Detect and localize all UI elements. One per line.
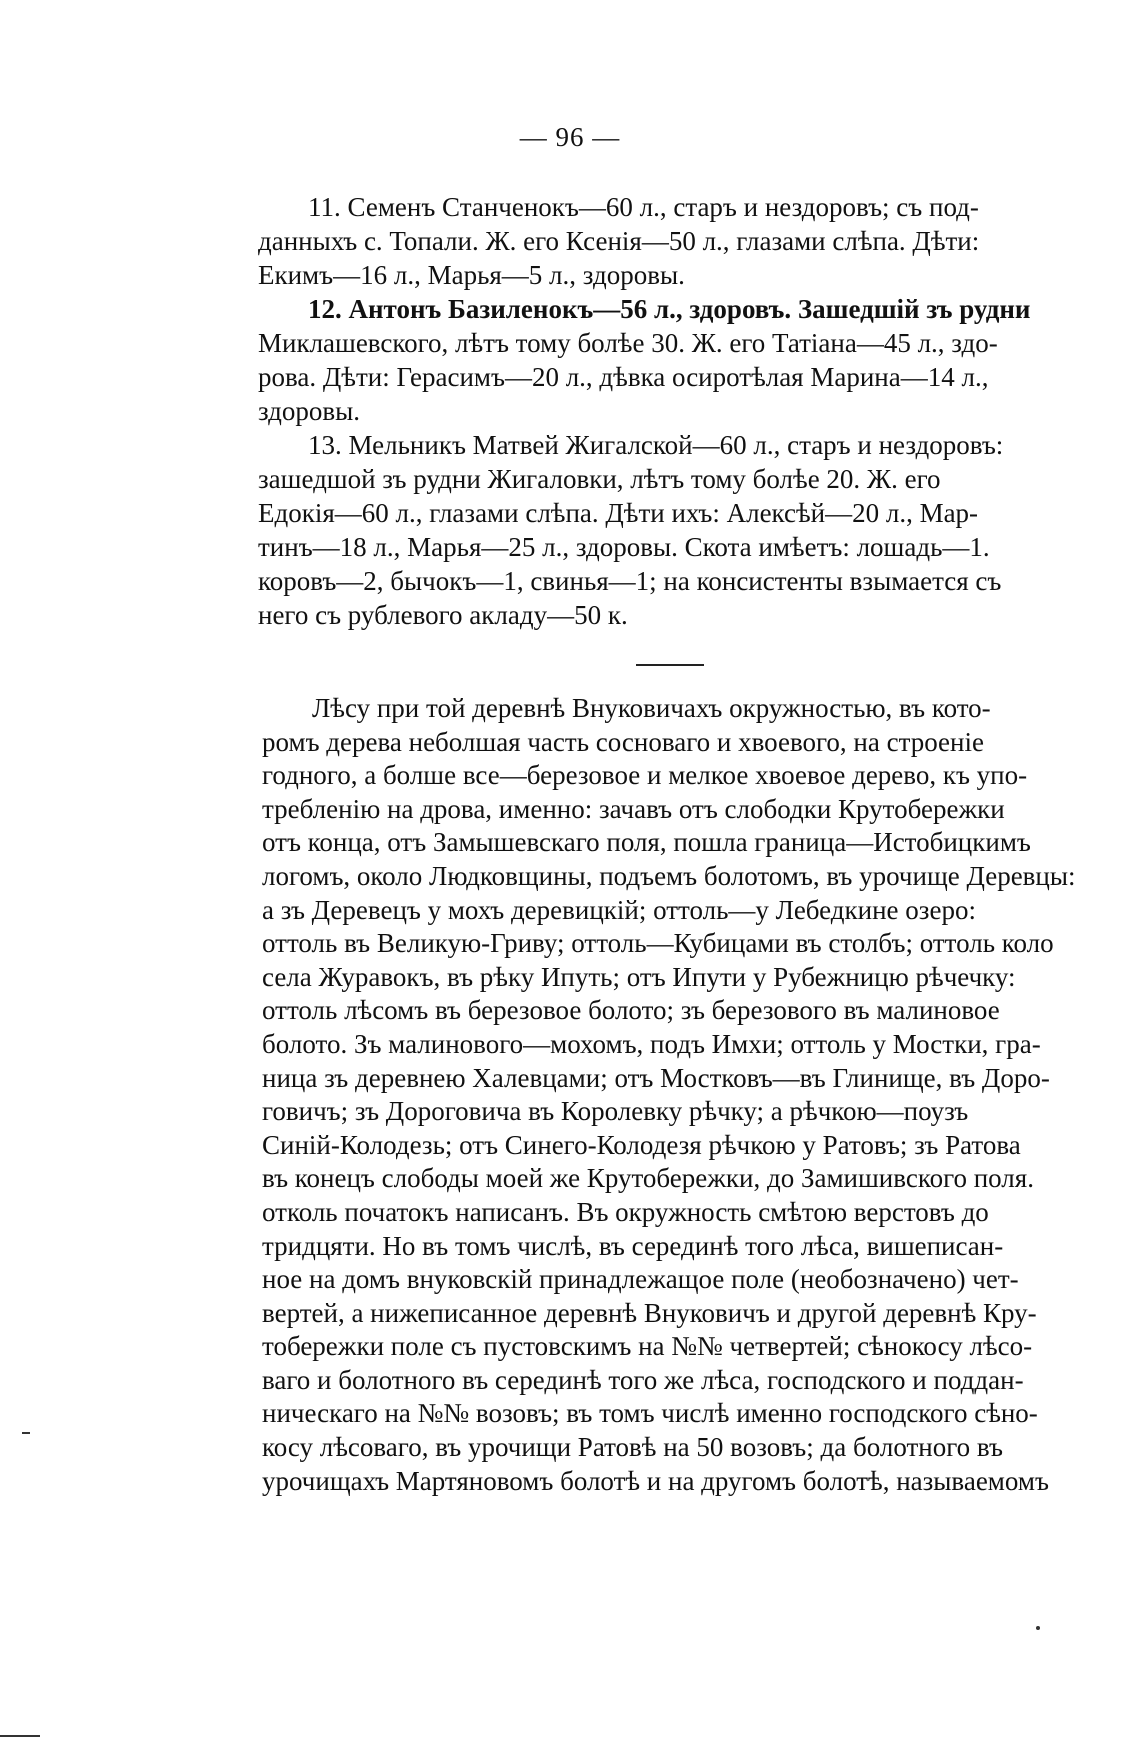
forest-line: Лѣсу при той деревнѣ Внуковичахъ окружностью, въ кото-	[312, 693, 991, 723]
forest-line: отъ конца, отъ Замышевскаго поля, пошла граница—Истобицкимъ	[262, 827, 1031, 858]
forest-line: оттоль лѣсомъ въ березовое болото; зъ березового въ малиновое	[262, 995, 1000, 1026]
forest-line: отколь початокъ написанъ. Въ окружность смѣтою верстовъ до	[262, 1196, 989, 1227]
entry-line: коровъ—2, бычокъ—1, свинья—1; на консистенты взымается съ	[258, 566, 1002, 596]
entry-line: 11. Семенъ Станченокъ—60 л., старъ и нездоровъ; съ под-	[308, 192, 979, 222]
entry-line: Миклашевского, лѣтъ тому болѣе 30. Ж. его Татіана—45 л., здо-	[258, 328, 998, 358]
forest-line: ное на домъ внуковскій принадлежащое поле (необозначено) чет-	[262, 1264, 1019, 1295]
forest-line: села Журавокъ, въ рѣку Ипуть; отъ Ипути у Рубежницю рѣчечку:	[262, 961, 1016, 992]
entry-line: данныхъ с. Топали. Ж. его Ксенія—50 л., глазами слѣпа. Дѣти:	[258, 226, 980, 256]
forest-line: говичъ; зъ Дороговича въ Королевку рѣчку; а рѣчкою—поузъ	[262, 1096, 969, 1127]
scan-dot-mark	[1036, 1626, 1040, 1630]
entry-line: здоровы.	[258, 396, 361, 426]
entry-line: Едокія—60 л., глазами слѣпа. Дѣти ихъ: Алексѣй—20 л., Мар-	[258, 498, 979, 528]
forest-line: годного, а болше все—березовое и мелкое хвоевое дерево, къ упо-	[262, 760, 1028, 791]
forest-line: тобережки поле съ пустовскимъ на №№ четвертей; сѣнокосу лѣсо-	[262, 1331, 1033, 1362]
section-divider	[636, 664, 704, 666]
entry-line: рова. Дѣти: Герасимъ—20 л., дѣвка осиротѣлая Марина—14 л.,	[258, 362, 989, 392]
forest-line: тридцяти. Но въ томъ числѣ, въ серединѣ того лѣса, вишеписан-	[262, 1230, 1004, 1261]
forest-line: логомъ, около Людковщины, подъемъ болотомъ, въ урочище Деревцы:	[262, 860, 1076, 891]
page-number: — 96 —	[519, 122, 621, 152]
entry-line: зашедшой зъ рудни Жигаловки, лѣтъ тому болѣе 20. Ж. его	[258, 464, 941, 494]
forest-line: въ конецъ слободы моей же Крутобережки, до Замишивского поля.	[262, 1163, 1034, 1194]
forest-line: ническаго на №№ возовъ; въ томъ числѣ именно господского сѣно-	[262, 1398, 1038, 1429]
entry-line: него съ рублевого акладу—50 к.	[258, 600, 628, 630]
forest-line: оттоль въ Великую-Гриву; оттоль—Кубицами въ столбъ; оттоль коло	[262, 928, 1054, 959]
bottom-edge-mark	[0, 1735, 40, 1737]
margin-mark	[22, 1432, 30, 1434]
forest-line: косу лѣсоваго, въ урочищи Ратовѣ на 50 возовъ; да болотного въ	[262, 1432, 1003, 1463]
forest-line: вертей, а нижеписанное деревнѣ Внуковичъ и другой деревнѣ Кру-	[262, 1297, 1037, 1328]
forest-line: ница зъ деревнею Халевцами; отъ Мостковъ—въ Глинище, въ Доро-	[262, 1062, 1050, 1093]
forest-description	[262, 692, 1076, 1498]
forest-line: болото. Зъ малинового—мохомъ, подъ Имхи; оттоль у Мостки, гра-	[262, 1028, 1041, 1059]
forest-line: урочищахъ Мартяновомъ болотѣ и на другомъ болотѣ, называемомъ	[262, 1465, 1049, 1496]
entry-line: 13. Мельникъ Матвей Жигалской—60 л., старъ и нездоровъ:	[308, 430, 1004, 460]
forest-line: а зъ Деревецъ у мохъ деревицкій; оттоль—у Лебедкине озеро:	[262, 894, 976, 925]
entry-line: 12. Антонъ Базиленокъ—56 л., здоровъ. Зашедшій зъ рудни	[308, 294, 1031, 324]
entry-line: Екимъ—16 л., Марья—5 л., здоровы.	[258, 260, 685, 290]
entry-line: тинъ—18 л., Марья—25 л., здоровы. Скота имѣетъ: лошадь—1.	[258, 532, 990, 562]
forest-line: Синій-Колодезь; отъ Синего-Колодезя рѣчкою у Ратовъ; зъ Ратова	[262, 1129, 1021, 1160]
forest-line: требленію на дрова, именно: зачавъ отъ слободки Крутобережки	[262, 793, 1005, 824]
forest-line: ромъ дерева неболшая часть сосноваго и хвоевого, на строеніе	[262, 726, 984, 757]
forest-line: ваго и болотного въ серединѣ того же лѣса, господского и поддан-	[262, 1364, 1024, 1395]
household-entries	[258, 190, 1031, 632]
